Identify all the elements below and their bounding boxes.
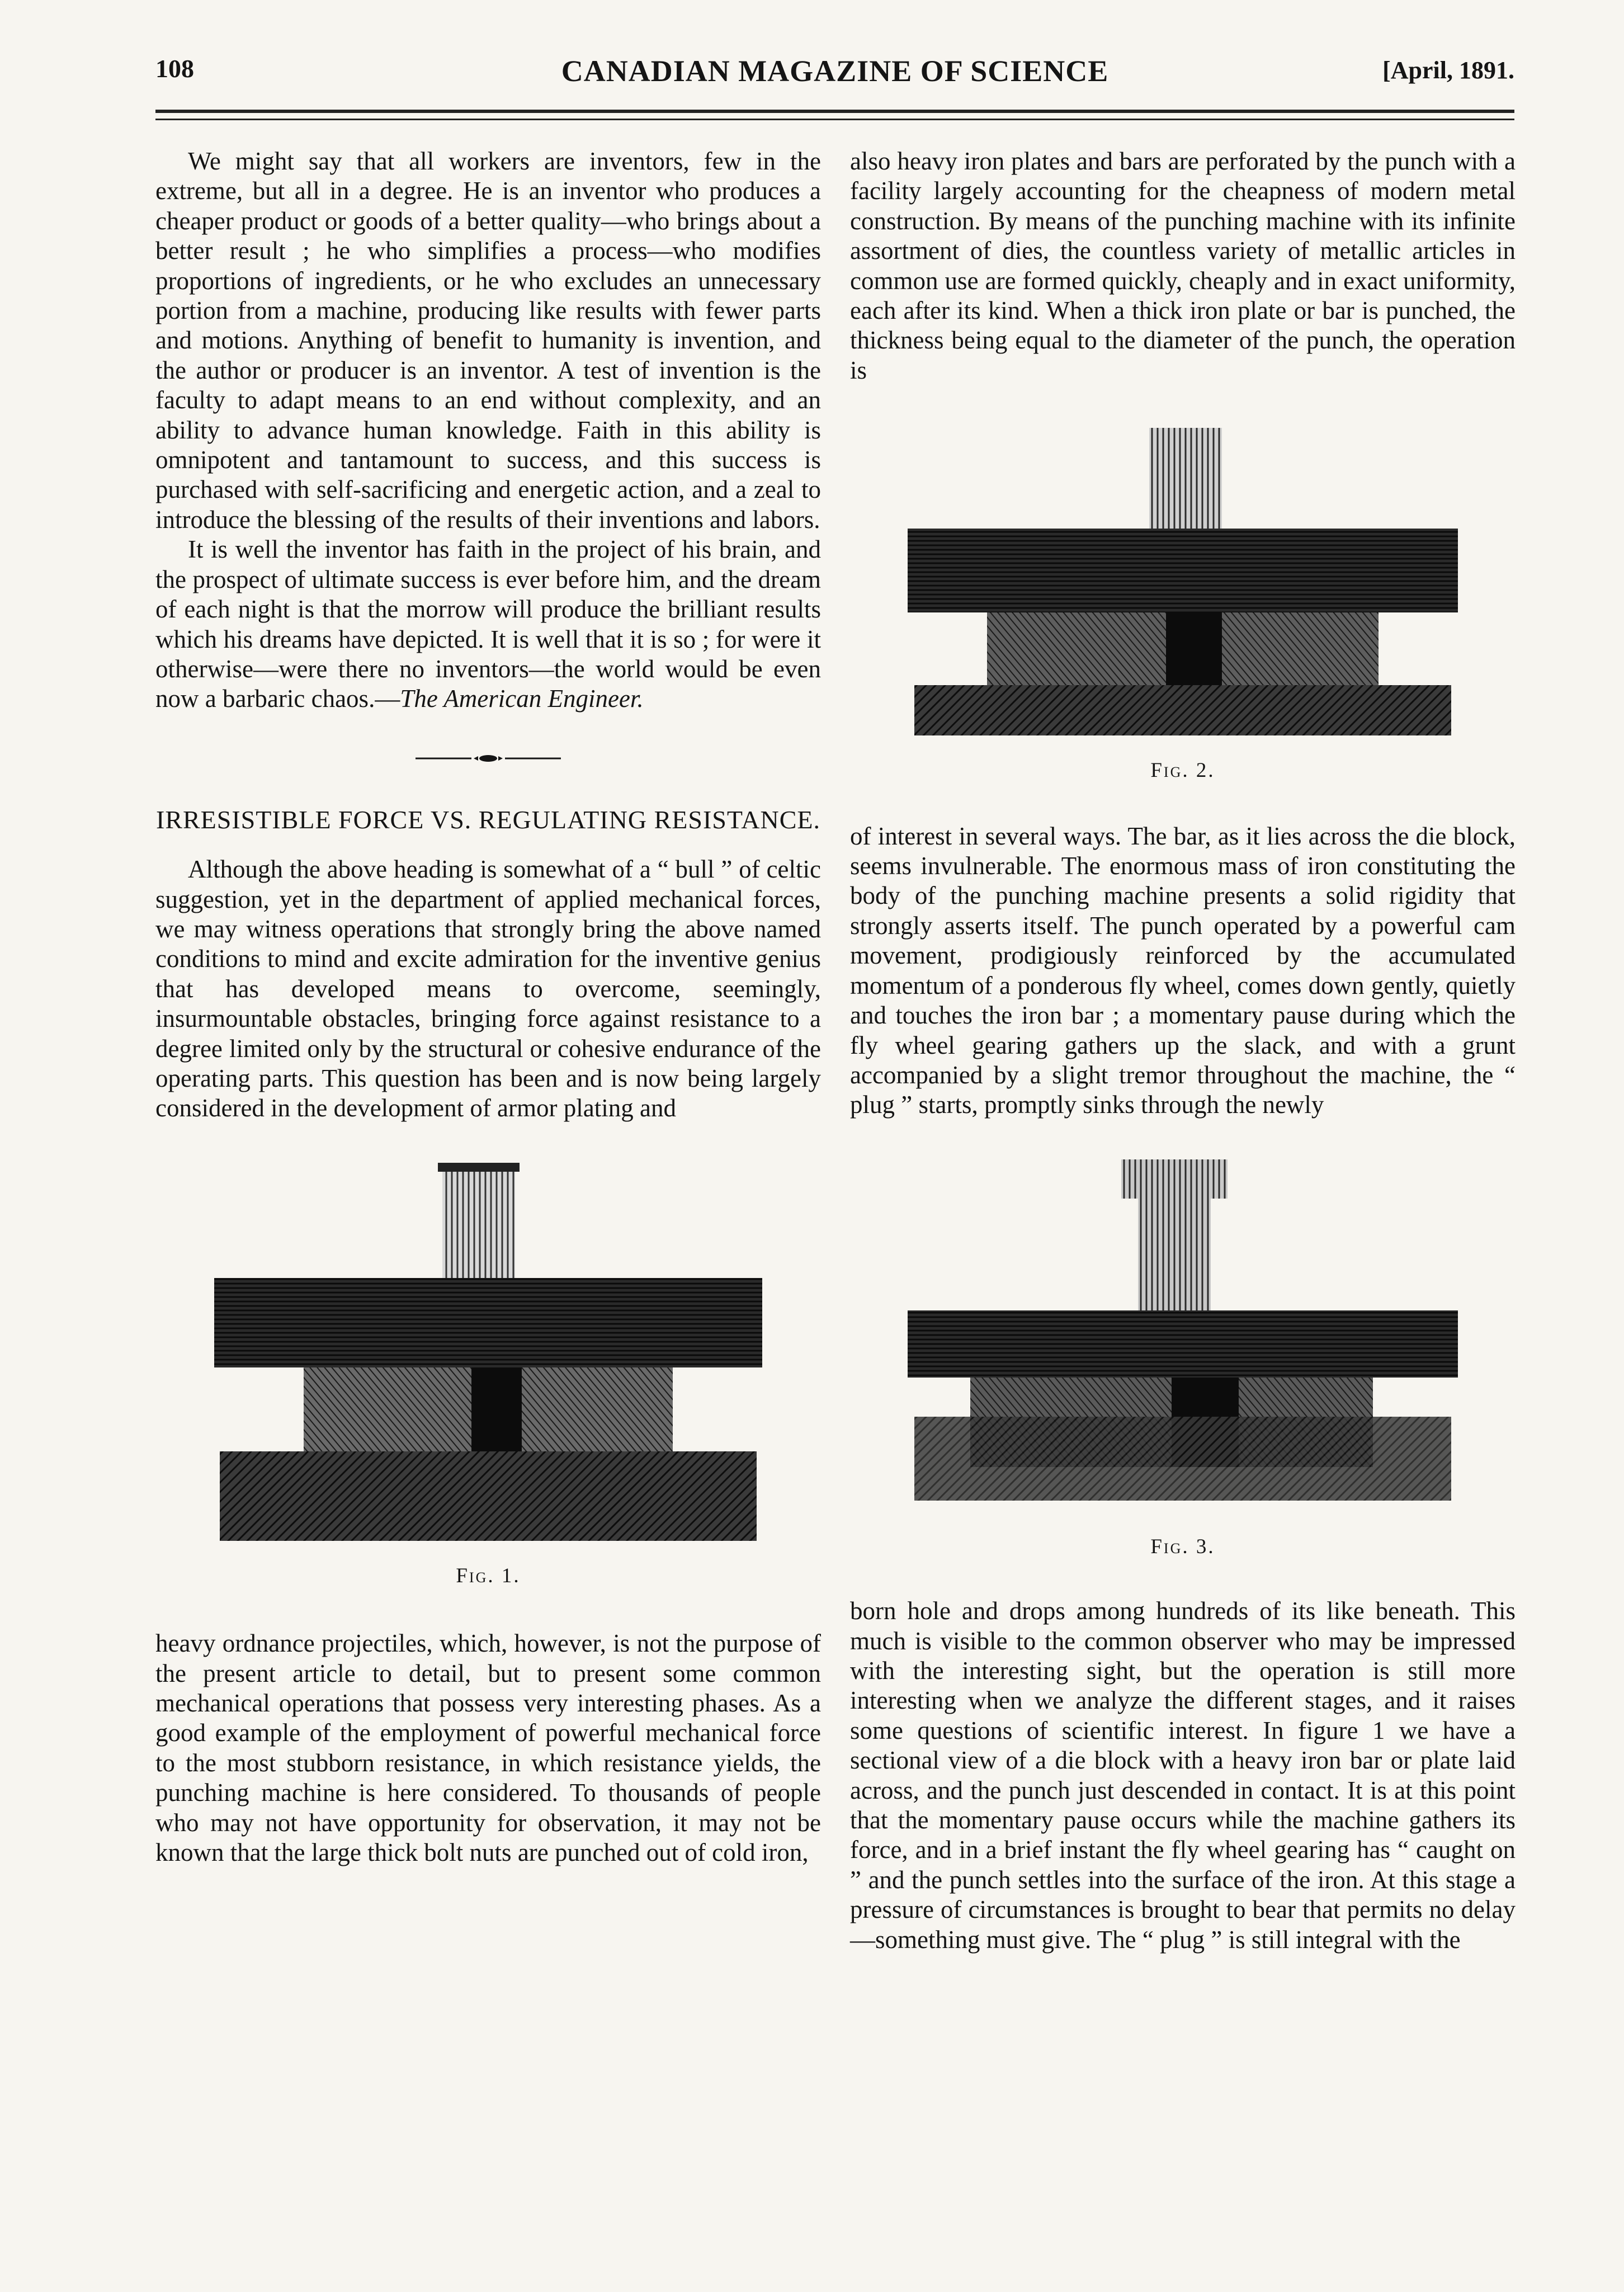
figure-caption: Fig. 1. <box>456 1564 521 1587</box>
paragraph: also heavy iron plates and bars are perforated by the punch with a facility largely accounting for the cheapness of modern metal construction. By means of the punching machine with its infinite assortment of dies, the countless variety of metallic articles in common use are formed quickly, cheaply and in exact uniformity, each after its kind. When a thick iron plate or bar is punched, the thickness being equal to the diameter of the punch, the operation is <box>850 147 1516 384</box>
right-column <box>850 147 1516 1955</box>
figure-3 <box>903 1154 1462 1562</box>
paragraph-text: It is well the inventor has faith in the project of his brain, and the prospect of ultimate success is ever before him, and the dream of each night is that the morrow will produce the brilliant results which his dreams have depicted. It is well that it is so ; for were it otherwise—were there no inventors—the world would be even now a barbaric chaos.— <box>155 535 821 713</box>
punch-sinking-illustration <box>903 1154 1462 1523</box>
paragraph: born hole and drops among hundreds of its like beneath. This much is visible to the common observer who may be impressed with the interesting sight, but the operation is still more interesting when we analyze the different stages, and it raises some questions of scientific interest. In figure 1 we have a sectional view of a die block with a heavy iron bar or plate laid across, and the punch just descended in contact. It is at this point that the momentary pause occurs while the machine gathers its force, and in a brief instant the fly wheel gearing has “ caught on ” and the punch settles into the surface of the iron. At this stage a pressure of circumstances is brought to bear that permits no delay—something must give. The “ plug ” is still integral with the <box>850 1597 1516 1954</box>
left-column <box>155 147 821 1867</box>
source-citation: The American Engineer. <box>400 685 644 713</box>
figure-1 <box>209 1161 768 1591</box>
punch-bar-illustration <box>903 422 1462 747</box>
paragraph: heavy ordnance projectiles, which, however, is not the purpose of the present article to detail, but to present some common mechanical operations that possess very interesting phases. As a good example of the employment of powerful mechanical force to the most stubborn resistance, in which resistance yields, the punching machine is here considered. To thousands of people who may not have opportunity for observation, it may not be known that the large thick bolt nuts are punched out of cold iron, <box>155 1629 821 1867</box>
die-block-illustration <box>209 1161 768 1552</box>
article-title: IRRESISTIBLE FORCE VS. REGULATING RESISTANCE. <box>156 805 820 834</box>
running-head <box>155 54 1514 98</box>
figure-caption: Fig. 3. <box>1150 1535 1215 1558</box>
paragraph: Although the above heading is somewhat of a “ bull ” of celtic suggestion, yet in the department of applied mechanical forces, we may witness operations that strongly bring the above named conditions to mind and excite admiration for the inventive genius that has developed means to overcome, seemingly, insurmountable obstacles, bringing force against resistance to a degree limited only by the structural or cohesive endurance of the operating parts. This question has been and is now being largely considered in the development of armor plating and <box>155 855 821 1123</box>
figure-2 <box>903 422 1462 785</box>
figure-caption: Fig. 2. <box>1150 759 1215 782</box>
header-rule <box>155 110 1514 113</box>
paragraph <box>155 535 821 714</box>
header-rule-thin <box>155 119 1514 120</box>
issue-date: [April, 1891. <box>1382 56 1514 84</box>
paragraph: of interest in several ways. The bar, as it lies across the die block, seems invulnerable. The enormous mass of iron constituting the body of the punching machine presents a solid rigidity that strongly asserts itself. The punch operated by a powerful cam movement, prodigiously reinforced by the accumulated momentum of a ponderous fly wheel, comes down gently, quietly and touches the iron bar ; a momentary pause during which the fly wheel gearing gathers up the slack, and with a grunt accompanied by a slight tremor throughout the machine, the “ plug ” starts, promptly sinks through the newly <box>850 822 1516 1119</box>
section-ornament <box>416 741 561 771</box>
journal-title: CANADIAN MAGAZINE OF SCIENCE <box>561 54 1109 88</box>
page-number: 108 <box>155 54 194 83</box>
paragraph: We might say that all workers are inventors, few in the extreme, but all in a degree. He is an inventor who produces a cheaper product or goods of a better quality—who brings about a better result ; he who simplifies a process—who modifies proportions of ingredients, or he who excludes an unnecessary portion from a machine, producing like results with fewer parts and motions. Anything of benefit to humanity is invention, and the author or producer is an inventor. A test of invention is the faculty to adapt means to an end without complexity, and an ability to advance human knowledge. Faith in this ability is omnipotent and tantamount to success, and this success is purchased with self-sacrificing and energetic action, and a zeal to introduce the blessing of the results of their inventions and labors. <box>155 147 821 534</box>
